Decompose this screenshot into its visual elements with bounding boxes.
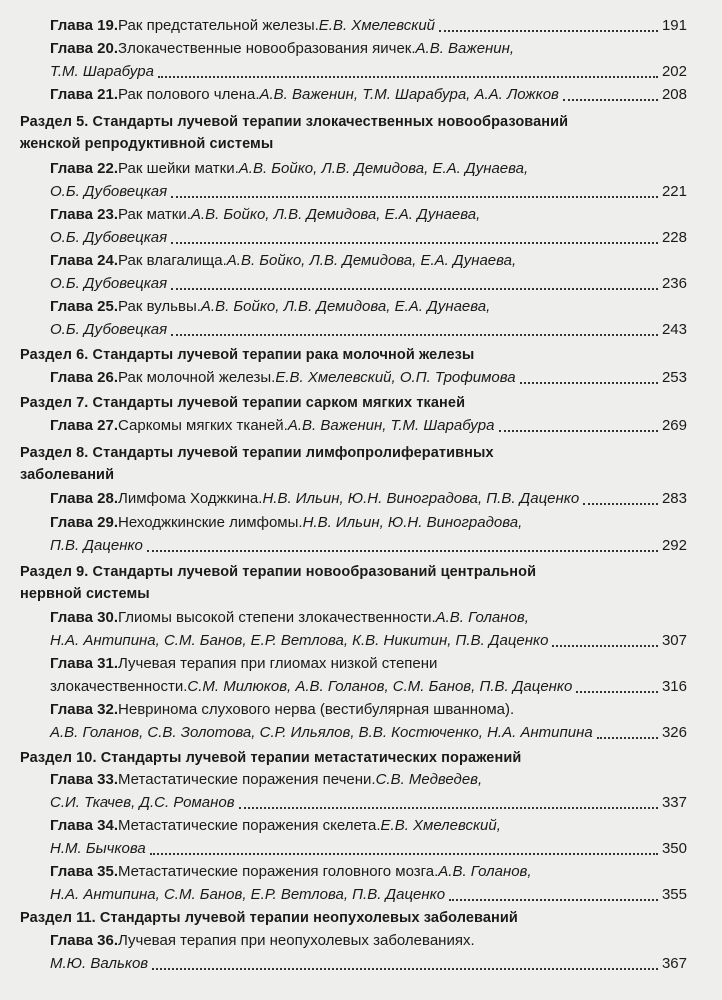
chapter-page-number: 337 — [661, 794, 687, 811]
toc-chapter-32[interactable] — [50, 698, 687, 744]
chapter-authors-continued: С.И. Ткачев, Д.С. Романов — [50, 794, 235, 811]
chapter-authors: С.В. Медведев, — [375, 771, 483, 788]
chapter-title: Лучевая терапия при неопухолевых заболеваниях. — [118, 932, 475, 949]
section-heading: Раздел 6. Стандарты лучевой терапии рака молочной железы — [20, 347, 475, 363]
chapter-title: Рак шейки матки. — [118, 160, 239, 177]
chapter-label: Глава 25. — [50, 298, 119, 315]
toc-chapter-34[interactable] — [50, 814, 687, 860]
chapter-authors: С.М. Милюков, А.В. Голанов, С.М. Банов, П.В. Даценко — [187, 678, 573, 695]
toc-chapter-22[interactable] — [50, 157, 687, 203]
chapter-page-number: 292 — [661, 537, 687, 554]
chapter-page-number: 236 — [661, 275, 687, 292]
leader-dots — [150, 853, 658, 855]
chapter-page-number: 350 — [661, 840, 687, 857]
chapter-authors: А.В. Бойко, Л.В. Демидова, Е.А. Дунаева, — [238, 160, 529, 177]
leader-dots — [158, 76, 658, 78]
chapter-title: Метастатические поражения печени. — [118, 771, 376, 788]
chapter-authors-continued: Н.А. Антипина, С.М. Банов, Е.Р. Ветлова, К.В. Никитин, П.В. Даценко — [50, 632, 549, 649]
chapter-label: Глава 29. — [50, 514, 119, 531]
leader-dots — [439, 30, 658, 32]
chapter-authors: Е.В. Хмелевский, О.П. Трофимова — [275, 369, 516, 386]
chapter-authors: Е.В. Хмелевский, — [380, 817, 501, 834]
chapter-authors: А.В. Голанов, С.В. Золотова, С.Р. Ильялов, В.В. Костюченко, Н.А. Антипина — [50, 724, 593, 741]
chapter-authors: Н.В. Ильин, Ю.Н. Виноградова, П.В. Даценко — [262, 490, 580, 507]
chapter-page-number: 191 — [661, 17, 687, 34]
toc-chapter-24[interactable] — [50, 249, 687, 295]
toc-chapter-30[interactable] — [50, 606, 687, 652]
chapter-title: Рак влагалища. — [118, 252, 227, 269]
leader-dots — [171, 334, 658, 336]
section-heading-continued: женской репродуктивной системы — [20, 136, 274, 152]
chapter-authors: А.В. Важенин, Т.М. Шарабура, А.А. Ложков — [259, 86, 559, 103]
toc-section-5[interactable] — [20, 111, 700, 155]
chapter-title: Метастатические поражения головного мозга. — [118, 863, 439, 880]
toc-chapter-26[interactable] — [50, 366, 687, 389]
chapter-label: Глава 33. — [50, 771, 119, 788]
chapter-authors: Е.В. Хмелевский — [318, 17, 436, 34]
toc-chapter-33[interactable] — [50, 768, 687, 814]
toc-section-10[interactable] — [20, 747, 700, 769]
chapter-title-continued: злокачественности. — [50, 678, 188, 695]
toc-chapter-36[interactable] — [50, 929, 687, 975]
chapter-title: Лучевая терапия при глиомах низкой степени — [118, 655, 438, 672]
toc-chapter-29[interactable] — [50, 511, 687, 557]
toc-chapter-19[interactable] — [50, 14, 687, 37]
toc-section-9[interactable] — [20, 561, 700, 605]
chapter-authors-continued: О.Б. Дубовецкая — [50, 321, 168, 338]
chapter-label: Глава 20. — [50, 40, 119, 57]
chapter-page-number: 253 — [661, 369, 687, 386]
section-heading-continued: нервной системы — [20, 586, 150, 602]
chapter-label: Глава 30. — [50, 609, 119, 626]
chapter-label: Глава 27. — [50, 417, 119, 434]
leader-dots — [147, 550, 658, 552]
chapter-page-number: 221 — [661, 183, 687, 200]
chapter-page-number: 367 — [661, 955, 687, 972]
chapter-label: Глава 31. — [50, 655, 119, 672]
chapter-title: Рак молочной железы. — [118, 369, 276, 386]
chapter-page-number: 283 — [661, 490, 687, 507]
chapter-authors-continued: О.Б. Дубовецкая — [50, 275, 168, 292]
chapter-authors-continued: О.Б. Дубовецкая — [50, 229, 168, 246]
section-heading: Раздел 9. Стандарты лучевой терапии новообразований центральной — [20, 564, 537, 580]
section-heading: Раздел 8. Стандарты лучевой терапии лимфопролиферативных — [20, 445, 494, 461]
chapter-page-number: 228 — [661, 229, 687, 246]
toc-section-11[interactable] — [20, 907, 700, 929]
toc-chapter-27[interactable] — [50, 414, 687, 437]
chapter-authors-continued: Т.М. Шарабура — [50, 63, 154, 80]
chapter-page-number: 307 — [661, 632, 687, 649]
chapter-label: Глава 35. — [50, 863, 119, 880]
chapter-label: Глава 36. — [50, 932, 119, 949]
leader-dots — [152, 968, 658, 970]
leader-dots — [239, 807, 658, 809]
chapter-authors-continued: Н.А. Антипина, С.М. Банов, Е.Р. Ветлова, П.В. Даценко — [50, 886, 446, 903]
chapter-authors: А.В. Бойко, Л.В. Демидова, Е.А. Дунаева, — [190, 206, 481, 223]
toc-chapter-21[interactable] — [50, 83, 687, 106]
toc-section-7[interactable] — [20, 392, 700, 414]
toc-chapter-31[interactable] — [50, 652, 687, 698]
chapter-page-number: 202 — [661, 63, 687, 80]
chapter-authors: А.В. Голанов, — [435, 609, 529, 626]
chapter-page-number: 208 — [661, 86, 687, 103]
chapter-authors: Н.В. Ильин, Ю.Н. Виноградова, — [302, 514, 523, 531]
section-heading: Раздел 7. Стандарты лучевой терапии сарком мягких тканей — [20, 395, 466, 411]
leader-dots — [597, 737, 658, 739]
chapter-title: Неходжкинские лимфомы. — [118, 514, 303, 531]
chapter-title: Рак полового члена. — [118, 86, 260, 103]
chapter-authors: А.В. Важенин, — [415, 40, 515, 57]
chapter-authors-continued: П.В. Даценко — [50, 537, 143, 554]
chapter-label: Глава 21. — [50, 86, 119, 103]
chapter-title: Метастатические поражения скелета. — [118, 817, 381, 834]
chapter-label: Глава 19. — [50, 17, 119, 34]
section-heading-continued: заболеваний — [20, 467, 115, 483]
chapter-label: Глава 23. — [50, 206, 119, 223]
chapter-label: Глава 28. — [50, 490, 119, 507]
chapter-title: Невринома слухового нерва (вестибулярная шваннома). — [118, 701, 515, 718]
leader-dots — [520, 382, 658, 384]
leader-dots — [583, 503, 658, 505]
chapter-authors-continued: Н.М. Бычкова — [50, 840, 146, 857]
section-heading: Раздел 10. Стандарты лучевой терапии метастатических поражений — [20, 750, 522, 766]
chapter-authors: А.В. Голанов, — [438, 863, 532, 880]
section-heading: Раздел 5. Стандарты лучевой терапии злокачественных новообразований — [20, 114, 569, 130]
chapter-page-number: 269 — [661, 417, 687, 434]
toc-section-6[interactable] — [20, 344, 700, 366]
chapter-authors: М.Ю. Вальков — [50, 955, 149, 972]
leader-dots — [171, 288, 658, 290]
chapter-title: Рак вульвы. — [118, 298, 201, 315]
toc-section-8[interactable] — [20, 442, 700, 486]
chapter-page-number: 326 — [661, 724, 687, 741]
chapter-label: Глава 24. — [50, 252, 119, 269]
chapter-authors: А.В. Бойко, Л.В. Демидова, Е.А. Дунаева, — [226, 252, 517, 269]
chapter-page-number: 316 — [661, 678, 687, 695]
toc-chapter-23[interactable] — [50, 203, 687, 249]
toc-chapter-35[interactable] — [50, 860, 687, 906]
chapter-title: Глиомы высокой степени злокачественности. — [118, 609, 436, 626]
leader-dots — [552, 645, 658, 647]
toc-chapter-20[interactable] — [50, 37, 687, 83]
toc-chapter-25[interactable] — [50, 295, 687, 341]
leader-dots — [171, 242, 658, 244]
leader-dots — [576, 691, 658, 693]
chapter-title: Злокачественные новообразования яичек. — [118, 40, 416, 57]
chapter-title: Рак матки. — [118, 206, 191, 223]
chapter-title: Лимфома Ходжкина. — [118, 490, 263, 507]
chapter-authors-continued: О.Б. Дубовецкая — [50, 183, 168, 200]
leader-dots — [499, 430, 658, 432]
chapter-label: Глава 32. — [50, 701, 119, 718]
toc-chapter-28[interactable] — [50, 487, 687, 510]
chapter-authors: А.В. Важенин, Т.М. Шарабура — [287, 417, 495, 434]
chapter-title: Саркомы мягких тканей. — [118, 417, 288, 434]
leader-dots — [171, 196, 658, 198]
chapter-title: Рак предстательной железы. — [118, 17, 319, 34]
leader-dots — [449, 899, 658, 901]
chapter-label: Глава 34. — [50, 817, 119, 834]
chapter-label: Глава 22. — [50, 160, 119, 177]
section-heading: Раздел 11. Стандарты лучевой терапии неопухолевых заболеваний — [20, 910, 518, 926]
leader-dots — [563, 99, 658, 101]
chapter-label: Глава 26. — [50, 369, 119, 386]
chapter-authors: А.В. Бойко, Л.В. Демидова, Е.А. Дунаева, — [200, 298, 491, 315]
chapter-page-number: 243 — [661, 321, 687, 338]
chapter-page-number: 355 — [661, 886, 687, 903]
